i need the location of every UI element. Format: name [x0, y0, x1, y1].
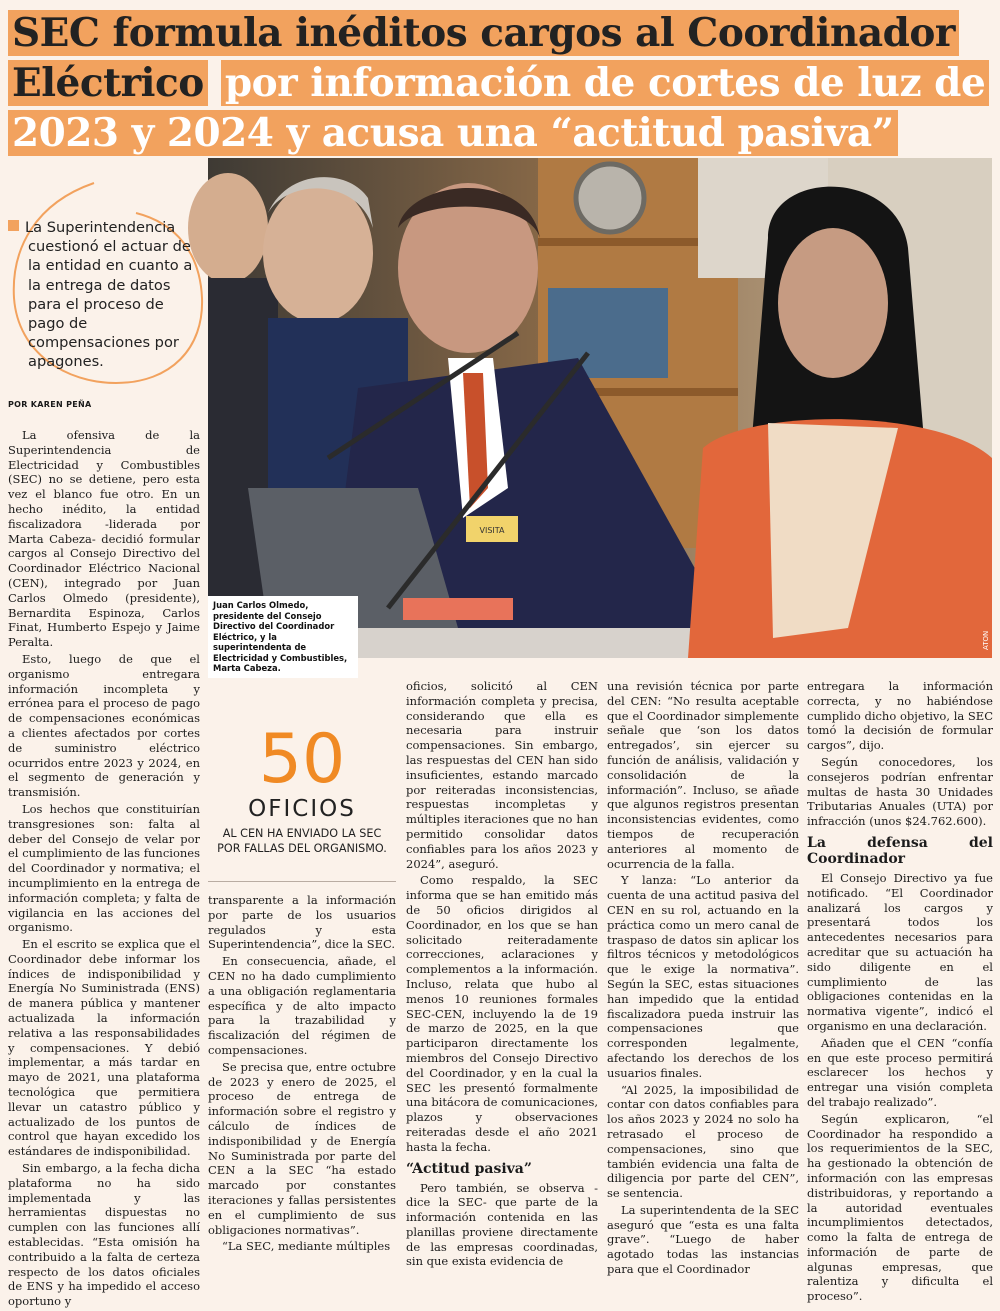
paragraph: Y lanza: “Lo anterior da cuenta de una actitud pasiva del CEN en su rol, actuando en la práctica como un mero canal de traspaso de datos sin aplicar los filtros técnicos y metodológicos que le exige la normativa”. Según la SEC, estas situaciones han impedido que la entidad fiscalizadora pueda instruir las compensaciones que corresponden legalmente, afectando los derechos de los usuarios finales.	[607, 873, 799, 1080]
headline-part2: por información de cortes de luz de 2023 y 2024 y acusa una “actitud pasiva”	[8, 60, 989, 156]
stat-callout	[208, 720, 396, 882]
article-column-1	[8, 428, 200, 1311]
paragraph: Pero también, se observa -dice la SEC- que parte de la información contenida en las planillas proviene directamente de las empresas coordinadas, sin que exista evidencia de	[406, 1180, 598, 1269]
paragraph: Los hechos que constituirían transgresiones son: falta al deber del Consejo de velar por el cumplimiento de las funciones del Coordinador y normativa; el incumplimiento en la entrega de información completa; y falta de vigilancia en las acciones del organismo.	[8, 801, 200, 935]
paragraph: En consecuencia, añade, el CEN no ha dado cumplimiento a una obligación reglamentaria específica y de alto impacto para la trazabilidad y fiscalización del régimen de compensaciones.	[208, 954, 396, 1057]
bullet-square-icon	[8, 220, 19, 231]
paragraph: Como respaldo, la SEC informa que se han emitido más de 50 oficios dirigidos al Coordinador, en los que se han solicitado reiteradamente correcciones, aclaraciones y complementos a la información. Incluso, relata que hubo al menos 10 reuniones formales SEC-CEN, incluyendo la de 19 de marzo de 2025, en la que participaron directamente los miembros del Consejo Directivo del Coordinador, y en la cual la SEC les presentó formalmente una bitácora de comunicaciones, plazos y observaciones reiteradas desde el año 2021 hasta la fecha.	[406, 873, 598, 1154]
lead-summary	[8, 218, 200, 372]
subheading-defensa: La defensa del Coordinador	[807, 834, 993, 867]
paragraph: El Consejo Directivo ya fue notificado. “El Coordinador analizará los cargos y presentará todos los antecedentes necesarios para acreditar que su actuación ha sido diligente en el cumplimiento de las obligaciones contenidas en la normativa vigente”, indicó el organismo en una declaración.	[807, 870, 993, 1033]
paragraph: “Al 2025, la imposibilidad de contar con datos confiables para los años 2023 y 2024 no solo ha retrasado el proceso de compensaciones, sino que también evidencia una falta de diligencia por parte del CEN”, se sentencia.	[607, 1082, 799, 1201]
paragraph: En el escrito se explica que el Coordinador debe informar los índices de indisponibilidad y Energía No Suministrada (ENS) de manera pública y mantener actualizada la información relativa a las responsabilidades y compensaciones. Y debió implementar, a más tardar en mayo de 2021, una plataforma tecnológica que permitiera llevar un catastro público y actualizado de los puntos de control que hayan excedido los estándares de indisponibilidad.	[8, 937, 200, 1159]
byline: POR KAREN PEÑA	[8, 400, 92, 409]
paragraph: Según conocedores, los consejeros podrían enfrentar multas de hasta 30 Unidades Tributarias Anuales (UTA) por infracción (unos $24.762.600).	[807, 754, 993, 829]
paragraph: oficios, solicitó al CEN información completa y precisa, considerando que ella es necesaria para instruir compensaciones. Sin embargo, las respuestas del CEN han sido insuficientes, estando marcado por reiteradas inconsistencias, respuestas incompletas y múltiples iteraciones que no han permitido consolidar datos confiables para los años 2023 y 2024”, aseguró.	[406, 679, 598, 871]
news-photo	[208, 158, 992, 658]
article-column-2	[208, 893, 396, 1256]
paragraph: “La SEC, mediante múltiples	[222, 1239, 391, 1254]
article-column-5	[807, 679, 993, 1306]
paragraph: La superintendenta de la SEC aseguró que “esta es una falta grave”. “Luego de haber agotado todas las instancias para que el Coordinador	[607, 1202, 799, 1277]
visitor-badge-text: VISITA	[479, 526, 505, 535]
paragraph: transparente a la información por parte de los usuarios regulados y esta Superintendencia”, dice la SEC.	[208, 893, 396, 952]
paragraph: una revisión técnica por parte del CEN: “No resulta aceptable que el Coordinador simplemente señale que ‘son los datos entregados’, sin ejercer su función de análisis, validación y consolidación de la información”. Incluso, se añade que algunos registros presentan inconsistencias evidentes, como tiempos de recuperación anteriores al momento de ocurrencia de la falla.	[607, 679, 799, 871]
article-column-3	[406, 679, 598, 1271]
paragraph: Se precisa que, entre octubre de 2023 y enero de 2025, el proceso de entrega de información sobre el registro y cálculo de índices de indisponibilidad y de Energía No Suministrada por parte del CEN a la SEC “ha estado marcado por constantes iteraciones y fallas persistentes en el cumplimiento de sus obligaciones normativas”.	[208, 1059, 396, 1237]
paragraph: Añaden que el CEN “confía en que este proceso permitirá esclarecer los hechos y entregar una visión completa del trabajo realizado”.	[807, 1035, 993, 1109]
article-column-4	[607, 679, 799, 1279]
paragraph: Según explicaron, “el Coordinador ha respondido a los requerimientos de la SEC, ha gestionado la obtención de información con las empresas distribuidoras, y reportando a la autoridad eventuales incumplimientos detectados, como la falta de entrega de información de parte de algunas empresas, que ralentiza y dificulta el proceso”.	[807, 1111, 993, 1304]
subheading-actitud-pasiva: “Actitud pasiva”	[406, 1160, 532, 1177]
photo-credit: ATON	[982, 630, 990, 650]
headline	[8, 8, 998, 158]
callout-number: 50	[258, 720, 346, 799]
photo-caption: Juan Carlos Olmedo, presidente del Consejo Directivo del Coordinador Eléctrico, y la superintendenta de Electricidad y Combustibles, Marta Cabeza.	[208, 596, 358, 678]
headline-part1: SEC formula inéditos cargos al Coordinador Eléctrico	[8, 10, 959, 106]
lead-text: La Superintendencia cuestionó el actuar de la entidad en cuanto a la entrega de datos para el proceso de pago de compensaciones por apagones.	[25, 219, 193, 371]
paragraph: Esto, luego de que el organismo entregara información incompleta y errónea para el proceso de pago de compensaciones económicas a clientes afectados por cortes de suministro eléctrico ocurridos entre 2023 y 2024, en el segmento de generación y transmisión.	[8, 651, 200, 800]
paragraph: La ofensiva de la Superintendencia de Electricidad y Combustibles (SEC) no se detiene, pero esta vez el blanco fue otro. En un hecho inédito, la entidad fiscalizadora -liderada por Marta Cabeza- decidió formular cargos al Consejo Directivo del Coordinador Eléctrico Nacional (CEN), integrado por Juan Carlos Olmedo (presidente), Bernardita Espinoza, Carlos Finat, Humberto Espejo y Jaime Peralta.	[8, 428, 200, 650]
paragraph: entregara la información correcta, y no habiéndose cumplido dicho objetivo, la SEC tomó la decisión de formular cargos”, dijo.	[807, 679, 993, 753]
callout-description: AL CEN HA ENVIADO LA SEC POR FALLAS DEL ORGANISMO.	[217, 827, 387, 855]
callout-unit: OFICIOS	[248, 796, 356, 822]
paragraph: Sin embargo, a la fecha dicha plataforma no ha sido implementada y las herramientas dispuestas no cumplen con las funciones allí establecidas. “Esta omisión ha contribuido a la falta de certeza respecto de los datos oficiales de ENS y ha impedido el acceso oportuno y	[8, 1161, 200, 1309]
